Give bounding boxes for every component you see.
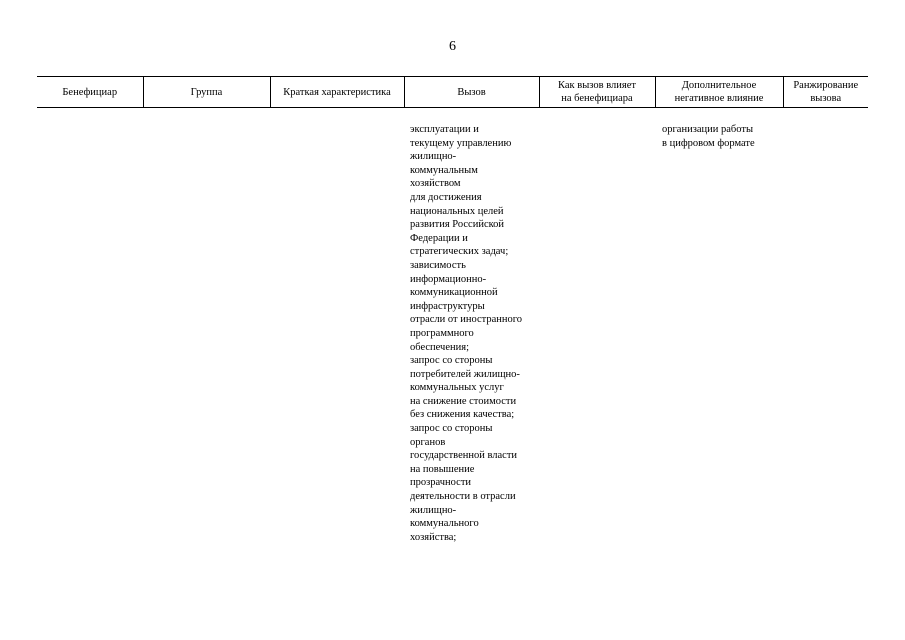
challenge-line: деятельности в отрасли	[410, 491, 516, 503]
challenge-line: стратегических задач;	[410, 246, 509, 258]
cell-description	[270, 108, 404, 545]
table-row	[37, 108, 868, 545]
header-extra-line: негативное влияние	[674, 93, 764, 104]
challenge-line: потребителей жилищно-	[410, 368, 520, 380]
header-ranking-line: Ранжирование	[793, 80, 859, 91]
challenge-line: запрос со стороны	[410, 423, 493, 435]
challenge-line: текущему управлению	[410, 137, 512, 149]
header-impact	[539, 77, 655, 108]
challenge-line: на снижение стоимости	[410, 395, 517, 407]
challenge-line: жилищно-	[410, 504, 457, 516]
cell-challenge	[404, 108, 539, 545]
challenge-line: хозяйства;	[410, 531, 457, 543]
header-impact-line: Как вызов влияет	[558, 80, 636, 91]
page-number: 6	[449, 39, 456, 54]
challenge-line: программного	[410, 327, 474, 339]
extra-negative-line: в цифровом формате	[662, 137, 755, 149]
challenges-table	[37, 76, 868, 544]
extra-negative-text	[662, 123, 781, 150]
extra-negative-line: организации работы	[662, 124, 754, 135]
challenge-line: запрос со стороны	[410, 355, 493, 367]
challenge-line: хозяйством	[410, 178, 461, 190]
header-challenge: Вызов	[404, 77, 539, 108]
challenge-line: органов	[410, 436, 446, 448]
challenge-text	[410, 123, 537, 544]
cell-ranking	[783, 108, 868, 545]
challenge-line: национальных целей	[410, 205, 504, 217]
challenge-line: коммунальным	[410, 164, 478, 176]
header-extra-negative	[655, 77, 783, 108]
challenge-line: государственной власти	[410, 450, 518, 462]
cell-group	[143, 108, 270, 545]
header-beneficiary: Бенефициар	[37, 77, 143, 108]
challenge-line: зависимость	[410, 259, 466, 271]
challenge-line: информационно-	[410, 273, 487, 285]
challenge-line: жилищно-	[410, 151, 457, 163]
header-ranking	[783, 77, 868, 108]
challenge-line: эксплуатации и	[410, 124, 479, 135]
challenge-line: развития Российской	[410, 219, 505, 231]
header-group: Группа	[143, 77, 270, 108]
challenge-line: коммуникационной	[410, 287, 498, 299]
table-header-row	[37, 77, 868, 108]
challenge-line: отрасли от иностранного	[410, 314, 523, 326]
header-extra-line: Дополнительное	[681, 80, 757, 91]
header-ranking-line: вызова	[810, 93, 842, 104]
challenge-line: прозрачности	[410, 477, 472, 489]
header-impact-line: на бенефициара	[561, 93, 633, 104]
header-description: Краткая характеристика	[270, 77, 404, 108]
challenge-line: для достижения	[410, 191, 482, 203]
challenge-line: обеспечения;	[410, 341, 469, 353]
challenge-line: без снижения качества;	[410, 409, 515, 421]
challenge-line: инфраструктуры	[410, 300, 485, 312]
cell-extra-negative	[655, 108, 783, 545]
challenge-line: коммунальных услуг	[410, 382, 504, 394]
challenge-line: на повышение	[410, 463, 475, 475]
cell-beneficiary	[37, 108, 143, 545]
cell-impact	[539, 108, 655, 545]
challenge-line: Федерации и	[410, 232, 468, 244]
challenge-line: коммунального	[410, 518, 479, 530]
